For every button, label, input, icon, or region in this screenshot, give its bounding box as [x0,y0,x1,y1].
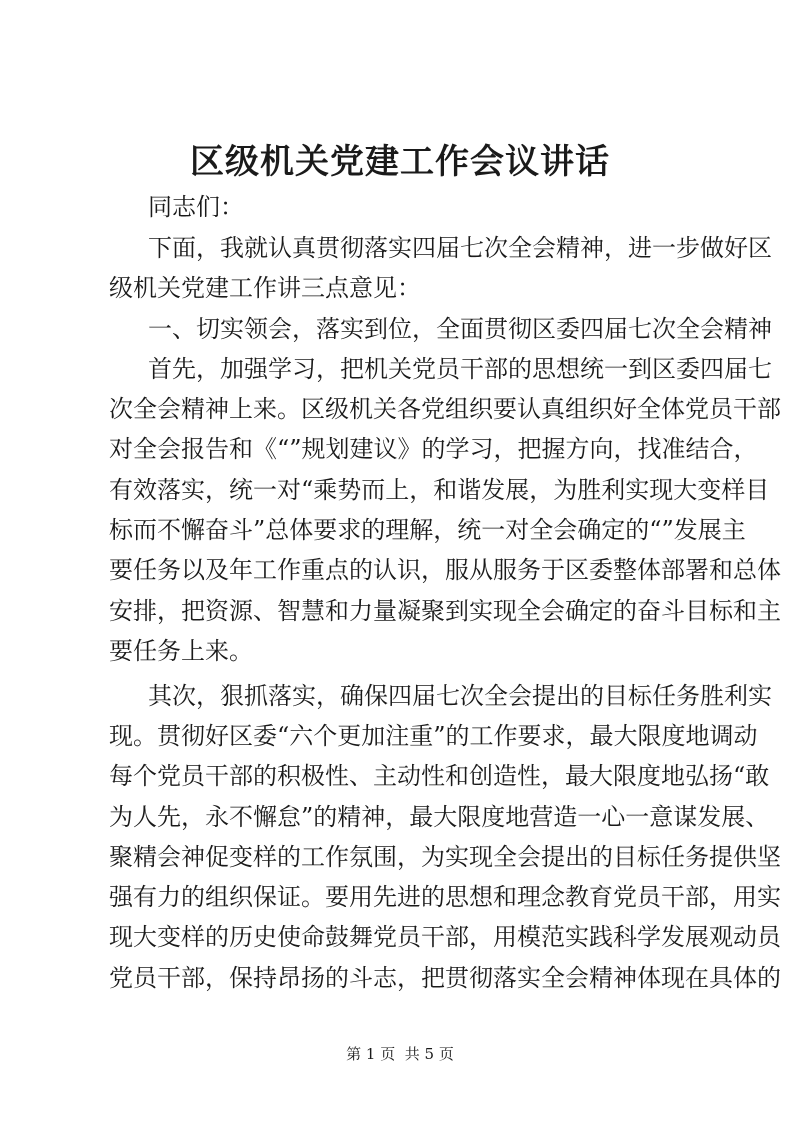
body-line: 下面，我就认真贯彻落实四届七次全会精神，进一步做好区 [148,234,772,262]
section-heading: 一、切实领会，落实到位，全面贯彻区委四届七次全会精神 [148,315,772,343]
body-line: 其次，狠抓落实，确保四届七次全会提出的目标任务胜利实 [148,682,772,710]
body-line: 党员干部，保持昂扬的斗志，把贯彻落实全会精神体现在具体的 [109,964,781,992]
body-line: 级机关党建工作讲三点意见： [109,274,421,302]
document-title: 区级机关党建工作会议讲话 [190,142,610,182]
body-line: 对全会报告和《“”规划建议》的学习，把握方向，找准结合， [109,435,758,463]
body-line: 每个党员干部的积极性、主动性和创造性，最大限度地弘扬“敢 [109,762,770,790]
body-line: 要任务以及年工作重点的认识，服从服务于区委整体部署和总体 [109,556,781,584]
body-line: 标而不懈奋斗”总体要求的理解，统一对全会确定的“”发展主 [109,516,746,544]
salutation-line: 同志们： [148,193,244,221]
body-line: 为人先，永不懈怠”的精神，最大限度地营造一心一意谋发展、 [109,803,770,831]
body-line: 现。贯彻好区委“六个更加注重”的工作要求，最大限度地调动 [109,722,758,750]
body-line: 聚精会神促变样的工作氛围，为实现全会提出的目标任务提供坚 [109,843,781,871]
body-line: 有效落实，统一对“乘势而上，和谐发展，为胜利实现大变样目 [109,476,770,504]
body-line: 现大变样的历史使命鼓舞党员干部，用模范实践科学发展观动员 [109,923,781,951]
body-line: 安排，把资源、智慧和力量凝聚到实现全会确定的奋斗目标和主 [109,597,781,625]
body-line: 次全会精神上来。区级机关各党组织要认真组织好全体党员干部 [109,395,781,423]
page-number-footer: 第 1 页 共 5 页 [346,1045,454,1063]
body-line: 要任务上来。 [109,637,253,665]
body-line: 首先，加强学习，把机关党员干部的思想统一到区委四届七 [148,355,772,383]
body-line: 强有力的组织保证。要用先进的思想和理念教育党员干部，用实 [109,883,781,911]
